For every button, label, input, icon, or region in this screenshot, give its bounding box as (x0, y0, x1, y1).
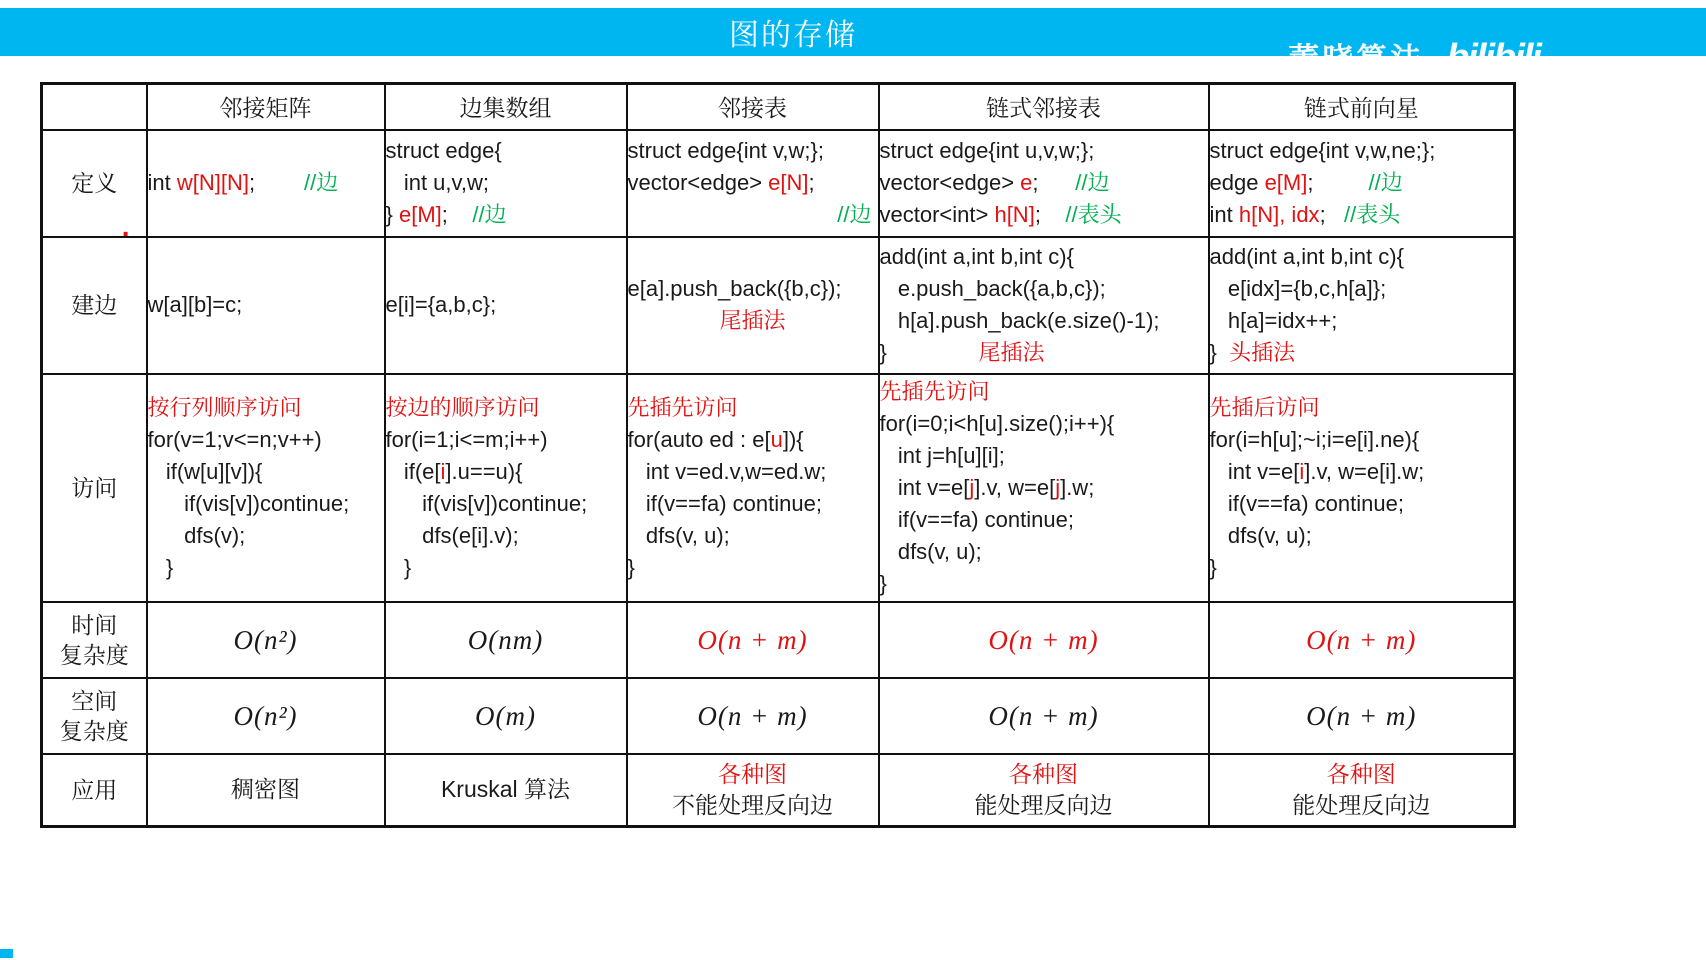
table-cell: O(n²) (147, 602, 385, 678)
table-cell: O(m) (385, 678, 627, 754)
table-cell: O(n + m) (879, 602, 1209, 678)
table-cell: 各种图 能处理反向边 (879, 754, 1209, 827)
table-cell: O(n + m) (627, 602, 879, 678)
row-label: 时间 复杂度 (42, 602, 147, 678)
table-cell: struct edge{int v,w;}; vector<edge> e[N]; //边 (627, 130, 879, 237)
table-cell: add(int a,int b,int c){ e.push_back({a,b,c}); h[a].push_back(e.size()-1); } 尾插法 (879, 237, 1209, 374)
table-cell: O(nm) (385, 602, 627, 678)
column-header: 链式邻接表 (879, 84, 1209, 130)
table-row (42, 754, 1515, 827)
row-label: 访问 (42, 374, 147, 602)
bilibili-logo: bilibili (1446, 37, 1540, 79)
table-row (42, 602, 1515, 678)
table-row (42, 374, 1515, 602)
table-cell: add(int a,int b,int c){ e[idx]={b,c,h[a]}; h[a]=idx++; } 头插法 (1209, 237, 1515, 374)
table-cell: O(n + m) (1209, 678, 1515, 754)
table-cell: e[i]={a,b,c}; (385, 237, 627, 374)
table-cell: O(n + m) (879, 678, 1209, 754)
bottom-left-accent (0, 949, 13, 958)
table-cell: 各种图 能处理反向边 (1209, 754, 1515, 827)
table-row (42, 130, 1515, 237)
graph-storage-table (40, 82, 1516, 828)
table-cell: int w[N][N]; //边 (147, 130, 385, 237)
row-label: 定义 . (42, 130, 147, 237)
column-header: 邻接矩阵 (147, 84, 385, 130)
red-dot-annotation: . (121, 210, 130, 242)
table-cell: 先插后访问 for(i=h[u];~i;i=e[i].ne){ int v=e[i].v, w=e[i].w; if(v==fa) continue; dfs(v, u); } (1209, 374, 1515, 602)
table-header-row (42, 84, 1515, 130)
row-label: 建边 (42, 237, 147, 374)
table-cell: O(n + m) (627, 678, 879, 754)
table-cell: 按边的顺序访问 for(i=1;i<=m;i++) if(e[i].u==u){ if(vis[v])continue; dfs(e[i].v); } (385, 374, 627, 602)
table-cell: 先插先访问 for(i=0;i<h[u].size();i++){ int j=h[u][i]; int v=e[j].v, w=e[j].w; if(v==fa) continue; dfs(v, u); } (879, 374, 1209, 602)
table-cell: O(n + m) (1209, 602, 1515, 678)
row-label: 空间 复杂度 (42, 678, 147, 754)
table-cell: struct edge{ int u,v,w; } e[M]; //边 (385, 130, 627, 237)
table-cell: struct edge{int u,v,w;}; vector<edge> e; //边 vector<int> h[N]; //表头 (879, 130, 1209, 237)
table-cell: 稠密图 (147, 754, 385, 827)
table-cell: w[a][b]=c; (147, 237, 385, 374)
table-cell: 各种图 不能处理反向边 (627, 754, 879, 827)
column-header: 边集数组 (385, 84, 627, 130)
table-cell: 按行列顺序访问 for(v=1;v<=n;v++) if(w[u][v]){ if(vis[v])continue; dfs(v); } (147, 374, 385, 602)
table-row (42, 237, 1515, 374)
column-header: 链式前向星 (1209, 84, 1515, 130)
table-body (42, 130, 1515, 827)
table-cell: O(n²) (147, 678, 385, 754)
table-cell: struct edge{int v,w,ne;}; edge e[M]; //边 int h[N], idx; //表头 (1209, 130, 1515, 237)
row-label: 应用 (42, 754, 147, 827)
column-header: 邻接表 (627, 84, 879, 130)
watermark (1288, 34, 1540, 80)
table-row (42, 678, 1515, 754)
table-cell: e[a].push_back({b,c}); 尾插法 (627, 237, 879, 374)
watermark-author-text: 董晓算法 (1288, 42, 1425, 77)
corner-cell (42, 84, 147, 130)
table-cell: Kruskal 算法 (385, 754, 627, 827)
table-cell: 先插先访问 for(auto ed : e[u]){ int v=ed.v,w=ed.w; if(v==fa) continue; dfs(v, u); } (627, 374, 879, 602)
page-title: 图的存储 (729, 19, 857, 52)
